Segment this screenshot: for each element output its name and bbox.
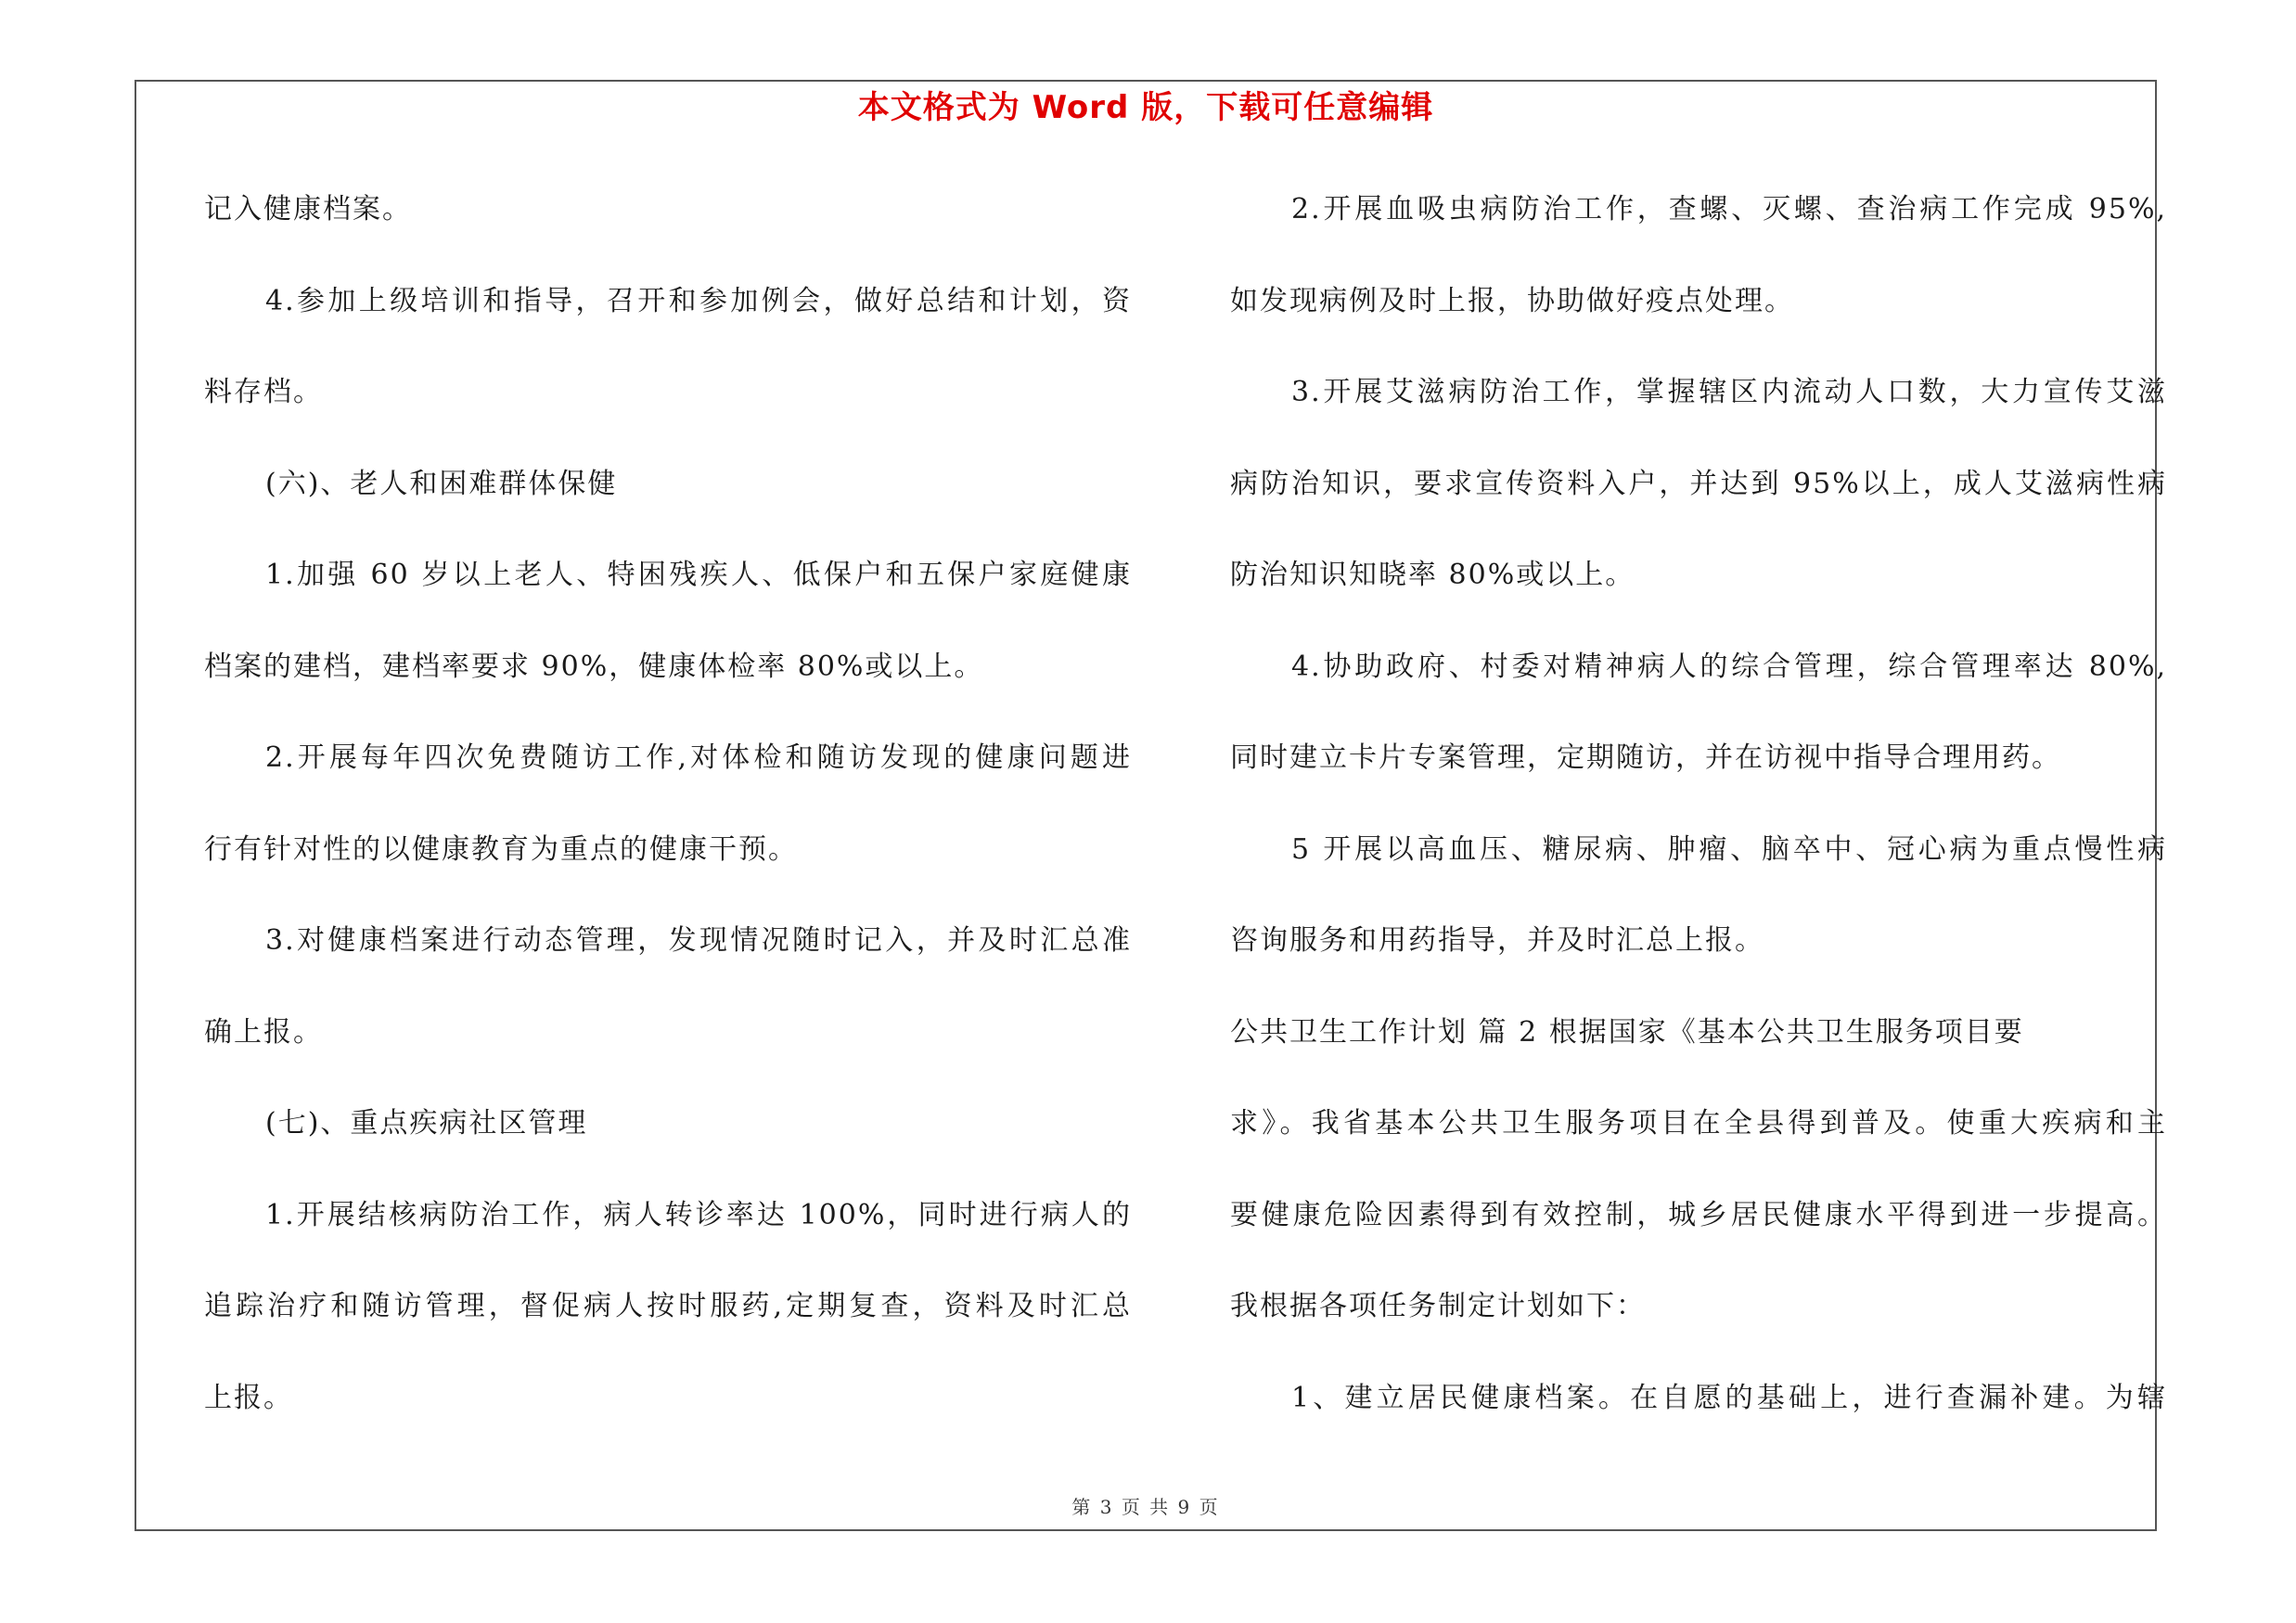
- left-column-line: 1.开展结核病防治工作，病人转诊率达 100%，同时进行病人的: [265, 1198, 1132, 1231]
- right-column-line: 如发现病例及时上报，协助做好疫点处理。: [1230, 284, 1794, 317]
- right-column-line: 1、建立居民健康档案。在自愿的基础上，进行查漏补建。为辖: [1291, 1381, 2167, 1414]
- left-column-line: 4.参加上级培训和指导，召开和参加例会，做好总结和计划，资: [265, 284, 1132, 317]
- left-column-line: 确上报。: [204, 1015, 323, 1049]
- left-column-line: (七)、重点疾病社区管理: [265, 1107, 588, 1140]
- left-column-line: (六)、老人和困难群体保健: [265, 467, 618, 500]
- left-column-line: 3.对健康档案进行动态管理，发现情况随时记入，并及时汇总准: [265, 924, 1132, 957]
- right-column-line: 要健康危险因素得到有效控制，城乡居民健康水平得到进一步提高。: [1230, 1198, 2167, 1231]
- left-column-line: 料存档。: [204, 376, 323, 408]
- left-column-line: 1.加强 60 岁以上老人、特困残疾人、低保户和五保户家庭健康: [265, 559, 1132, 591]
- right-column-line: 4.协助政府、村委对精神病人的综合管理，综合管理率达 80%,: [1291, 650, 2167, 683]
- left-column-line: 2.开展每年四次免费随访工作,对体检和随访发现的健康问题进: [265, 741, 1132, 774]
- right-column-line: 咨询服务和用药指导，并及时汇总上报。: [1230, 924, 1764, 957]
- right-column-line: 2.开展血吸虫病防治工作，查螺、灭螺、查治病工作完成 95%,: [1291, 193, 2167, 225]
- right-column-line: 公共卫生工作计划 篇 2 根据国家《基本公共卫生服务项目要: [1230, 1015, 2024, 1049]
- right-column-line: 5 开展以高血压、糖尿病、肿瘤、脑卒中、冠心病为重点慢性病: [1291, 832, 2167, 866]
- left-column-line: 记入健康档案。: [204, 193, 412, 225]
- left-column-line: 档案的建档，建档率要求 90%，健康体检率 80%或以上。: [204, 650, 984, 683]
- right-column-line: 病防治知识，要求宣传资料入户，并达到 95%以上，成人艾滋病性病: [1230, 467, 2167, 500]
- right-column-line: 我根据各项任务制定计划如下：: [1230, 1290, 1646, 1322]
- page-number-footer: 第 3 页 共 9 页: [1071, 1496, 1220, 1518]
- right-column-line: 求》。我省基本公共卫生服务项目在全县得到普及。使重大疾病和主: [1230, 1107, 2167, 1140]
- left-column-line: 上报。: [204, 1381, 293, 1414]
- left-column-line: 行有针对性的以健康教育为重点的健康干预。: [204, 832, 798, 866]
- format-banner: 本文格式为 Word 版，下载可任意编辑: [857, 89, 1434, 126]
- right-column-line: 防治知识知晓率 80%或以上。: [1230, 559, 1635, 591]
- right-column-line: 同时建立卡片专案管理，定期随访，并在访视中指导合理用药。: [1230, 741, 2061, 774]
- right-text-column: [1230, 182, 2167, 1462]
- left-text-column: [204, 182, 1132, 1462]
- left-column-line: 追踪治疗和随访管理，督促病人按时服药,定期复查，资料及时汇总: [204, 1290, 1132, 1322]
- right-column-line: 3.开展艾滋病防治工作，掌握辖区内流动人口数，大力宣传艾滋: [1291, 376, 2167, 408]
